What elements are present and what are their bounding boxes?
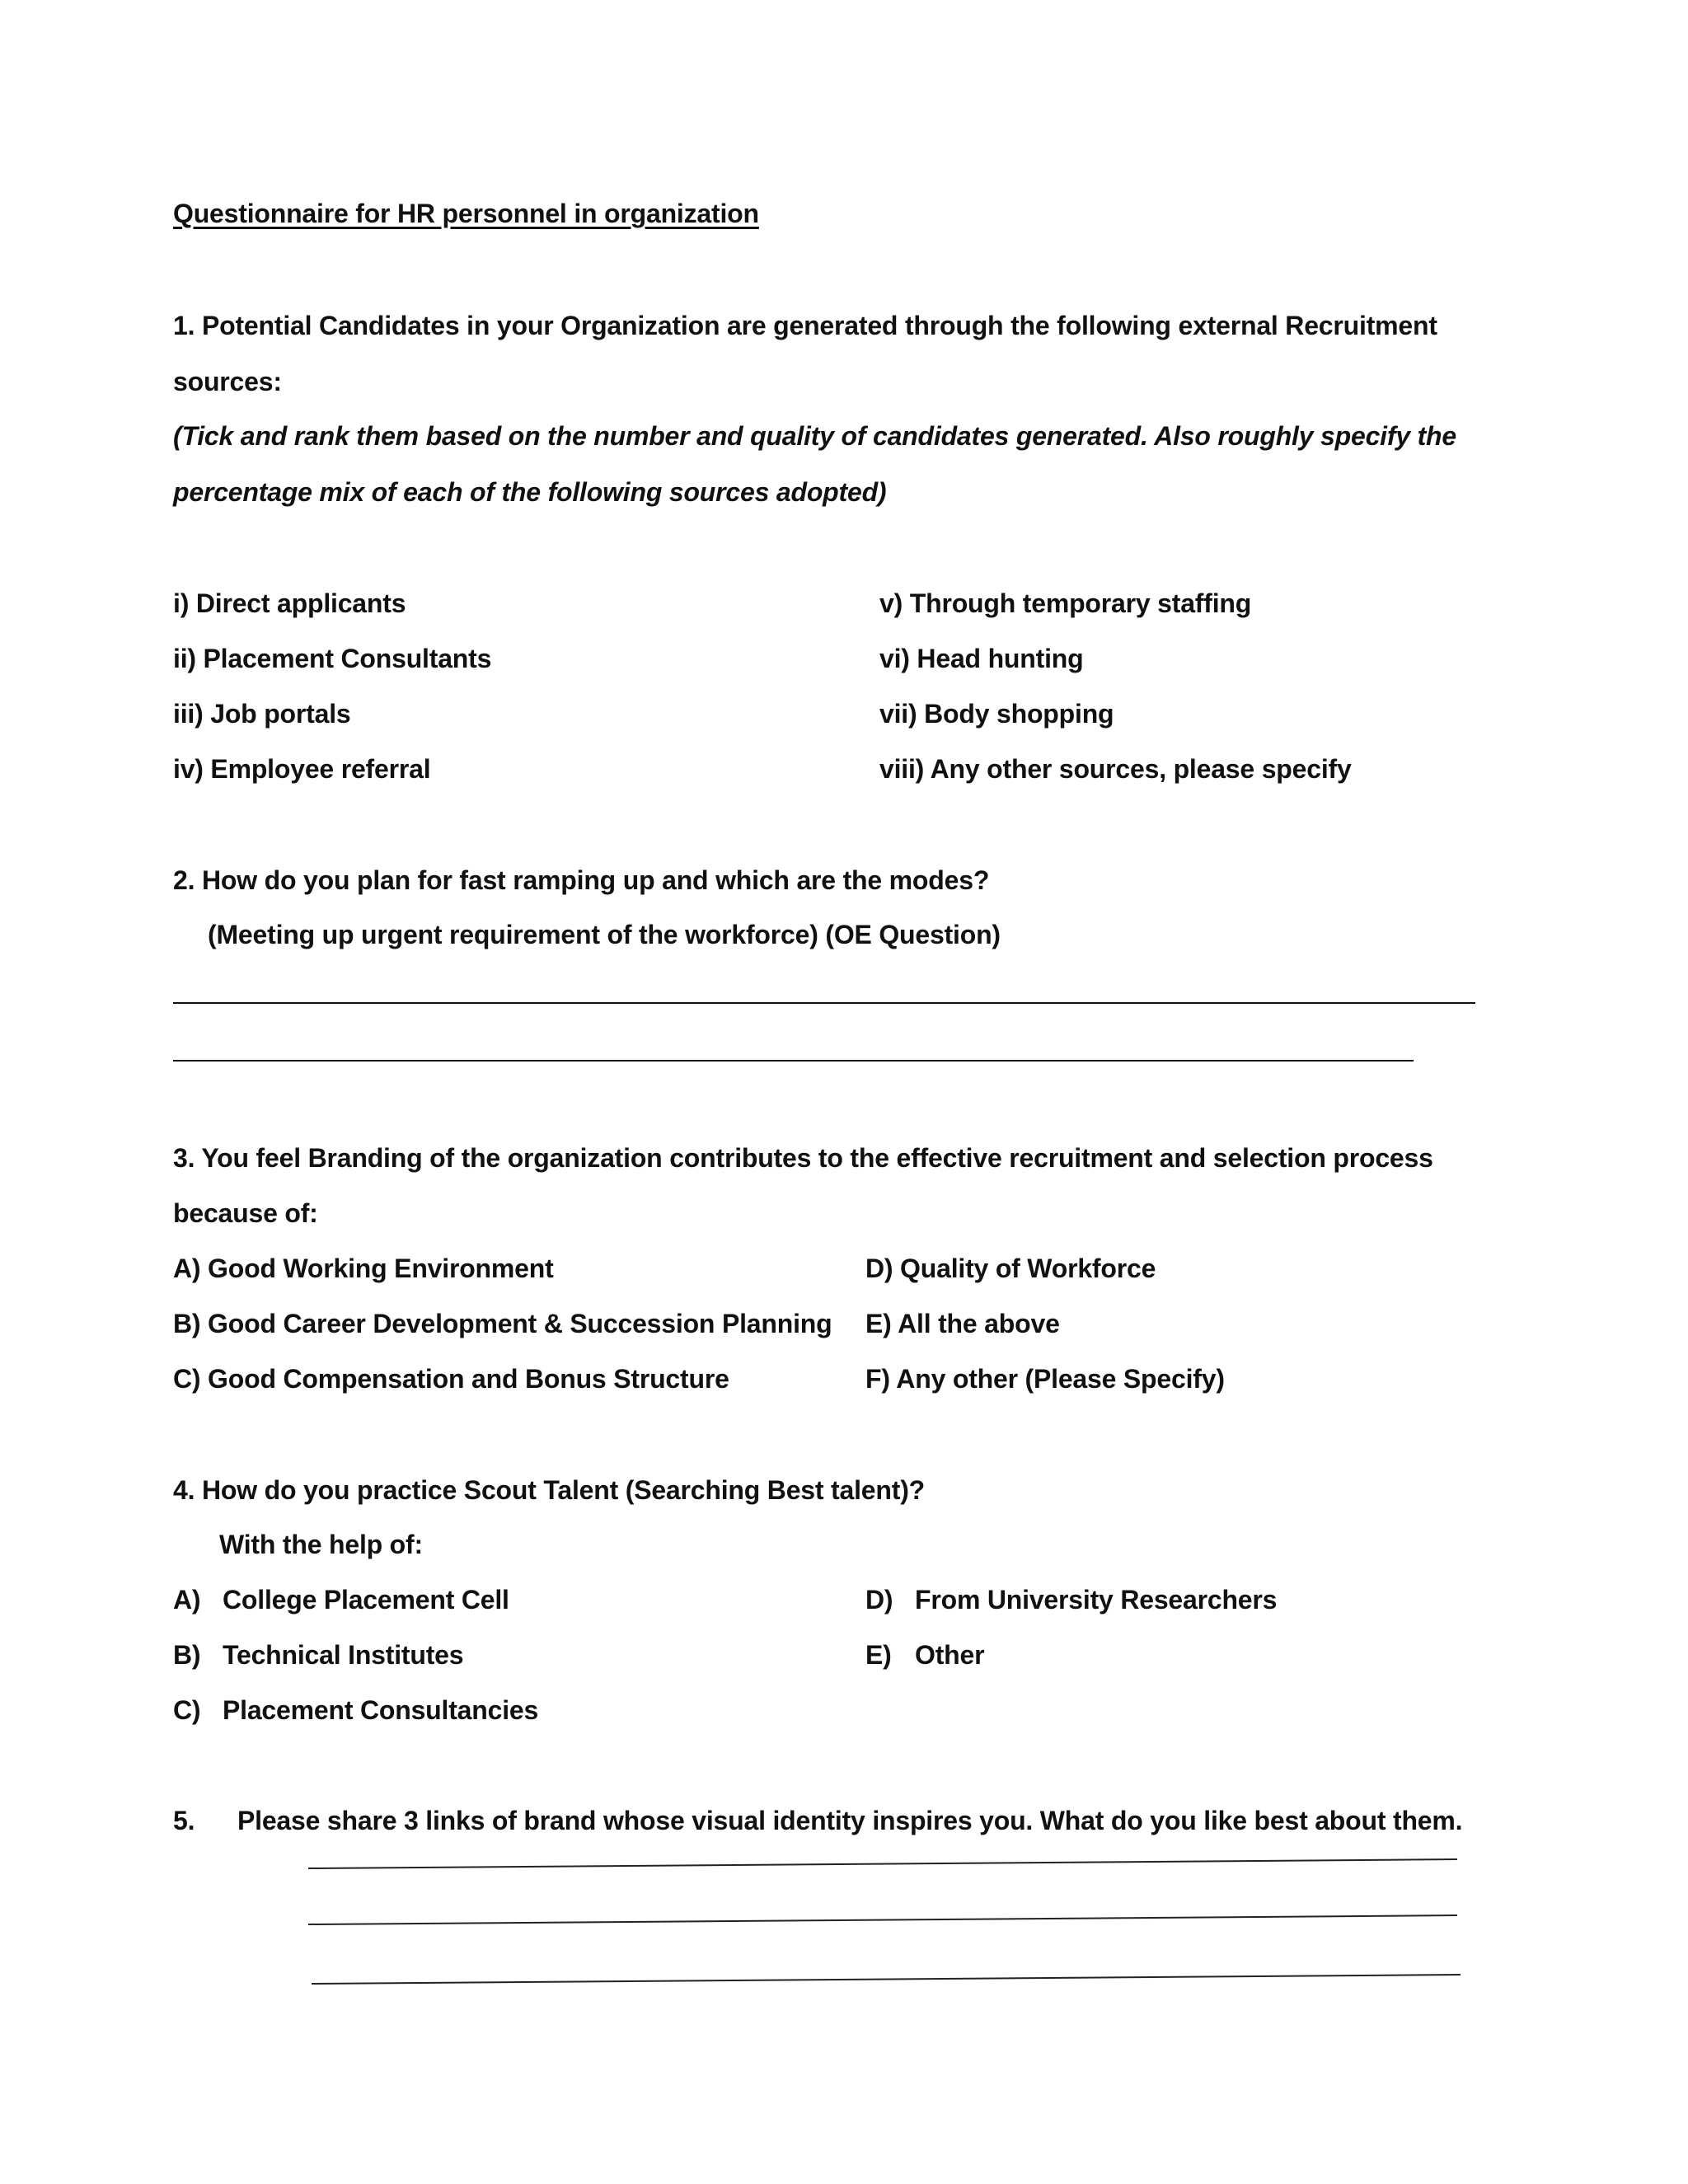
q5-number: 5. xyxy=(173,1806,195,1835)
q4-option-e[interactable]: Other xyxy=(915,1640,985,1670)
page-title: Questionnaire for HR personnel in organization xyxy=(173,199,759,228)
q4-option-d[interactable]: From University Researchers xyxy=(915,1585,1278,1615)
q4-option-b[interactable]: Technical Institutes xyxy=(223,1640,464,1670)
q3-option-a[interactable]: A) Good Working Environment xyxy=(173,1254,554,1283)
q4-option-c-letter: C) xyxy=(173,1695,201,1725)
q1-instruction-line-2: percentage mix of each of the following sources adopted) xyxy=(173,477,887,507)
q2-question-line-1: 2. How do you plan for fast ramping up and which are the modes? xyxy=(173,865,990,895)
q1-question-line-1: 1. Potential Candidates in your Organization are generated through the following external Recruitment xyxy=(173,311,1437,340)
q1-option-vii[interactable]: vii) Body shopping xyxy=(879,699,1114,729)
q4-option-b-letter: B) xyxy=(173,1640,201,1670)
q3-option-f[interactable]: F) Any other (Please Specify) xyxy=(865,1364,1225,1394)
q3-question-line-1: 3. You feel Branding of the organization contributes to the effective recruitment and selection process xyxy=(173,1143,1433,1173)
q1-option-iv[interactable]: iv) Employee referral xyxy=(173,754,431,784)
q1-instruction-line-1: (Tick and rank them based on the number and quality of candidates generated. Also roughly specify the xyxy=(173,421,1457,451)
q4-option-e-letter: E) xyxy=(865,1640,892,1670)
q5-answer-line-2[interactable] xyxy=(308,1915,1457,1925)
q5-answer-line-3[interactable] xyxy=(312,1974,1461,1985)
q4-question-line-2: With the help of: xyxy=(219,1530,423,1559)
q1-option-iii[interactable]: iii) Job portals xyxy=(173,699,351,729)
q3-question-line-2: because of: xyxy=(173,1198,318,1228)
q2-answer-line-2[interactable] xyxy=(173,1060,1414,1062)
q4-option-a[interactable]: College Placement Cell xyxy=(223,1585,509,1615)
q1-option-viii[interactable]: viii) Any other sources, please specify xyxy=(879,754,1352,784)
q4-option-a-letter: A) xyxy=(173,1585,201,1615)
q1-question-line-2: sources: xyxy=(173,367,282,396)
q1-option-ii[interactable]: ii) Placement Consultants xyxy=(173,644,492,673)
q3-option-e[interactable]: E) All the above xyxy=(865,1309,1060,1338)
q5-answer-line-1[interactable] xyxy=(308,1858,1457,1869)
q4-option-c[interactable]: Placement Consultancies xyxy=(223,1695,539,1725)
q4-question-line-1: 4. How do you practice Scout Talent (Searching Best talent)? xyxy=(173,1475,926,1505)
q1-option-i[interactable]: i) Direct applicants xyxy=(173,588,406,618)
q3-option-d[interactable]: D) Quality of Workforce xyxy=(865,1254,1156,1283)
q4-option-d-letter: D) xyxy=(865,1585,893,1615)
q5-question: Please share 3 links of brand whose visual identity inspires you. What do you like best about them. xyxy=(237,1806,1463,1835)
q1-option-v[interactable]: v) Through temporary staffing xyxy=(879,588,1252,618)
q3-option-c[interactable]: C) Good Compensation and Bonus Structure xyxy=(173,1364,729,1394)
q2-question-line-2: (Meeting up urgent requirement of the workforce) (OE Question) xyxy=(208,920,1001,949)
q1-option-vi[interactable]: vi) Head hunting xyxy=(879,644,1084,673)
q2-answer-line-1[interactable] xyxy=(173,1002,1475,1004)
q3-option-b[interactable]: B) Good Career Development & Succession Planning xyxy=(173,1309,832,1338)
